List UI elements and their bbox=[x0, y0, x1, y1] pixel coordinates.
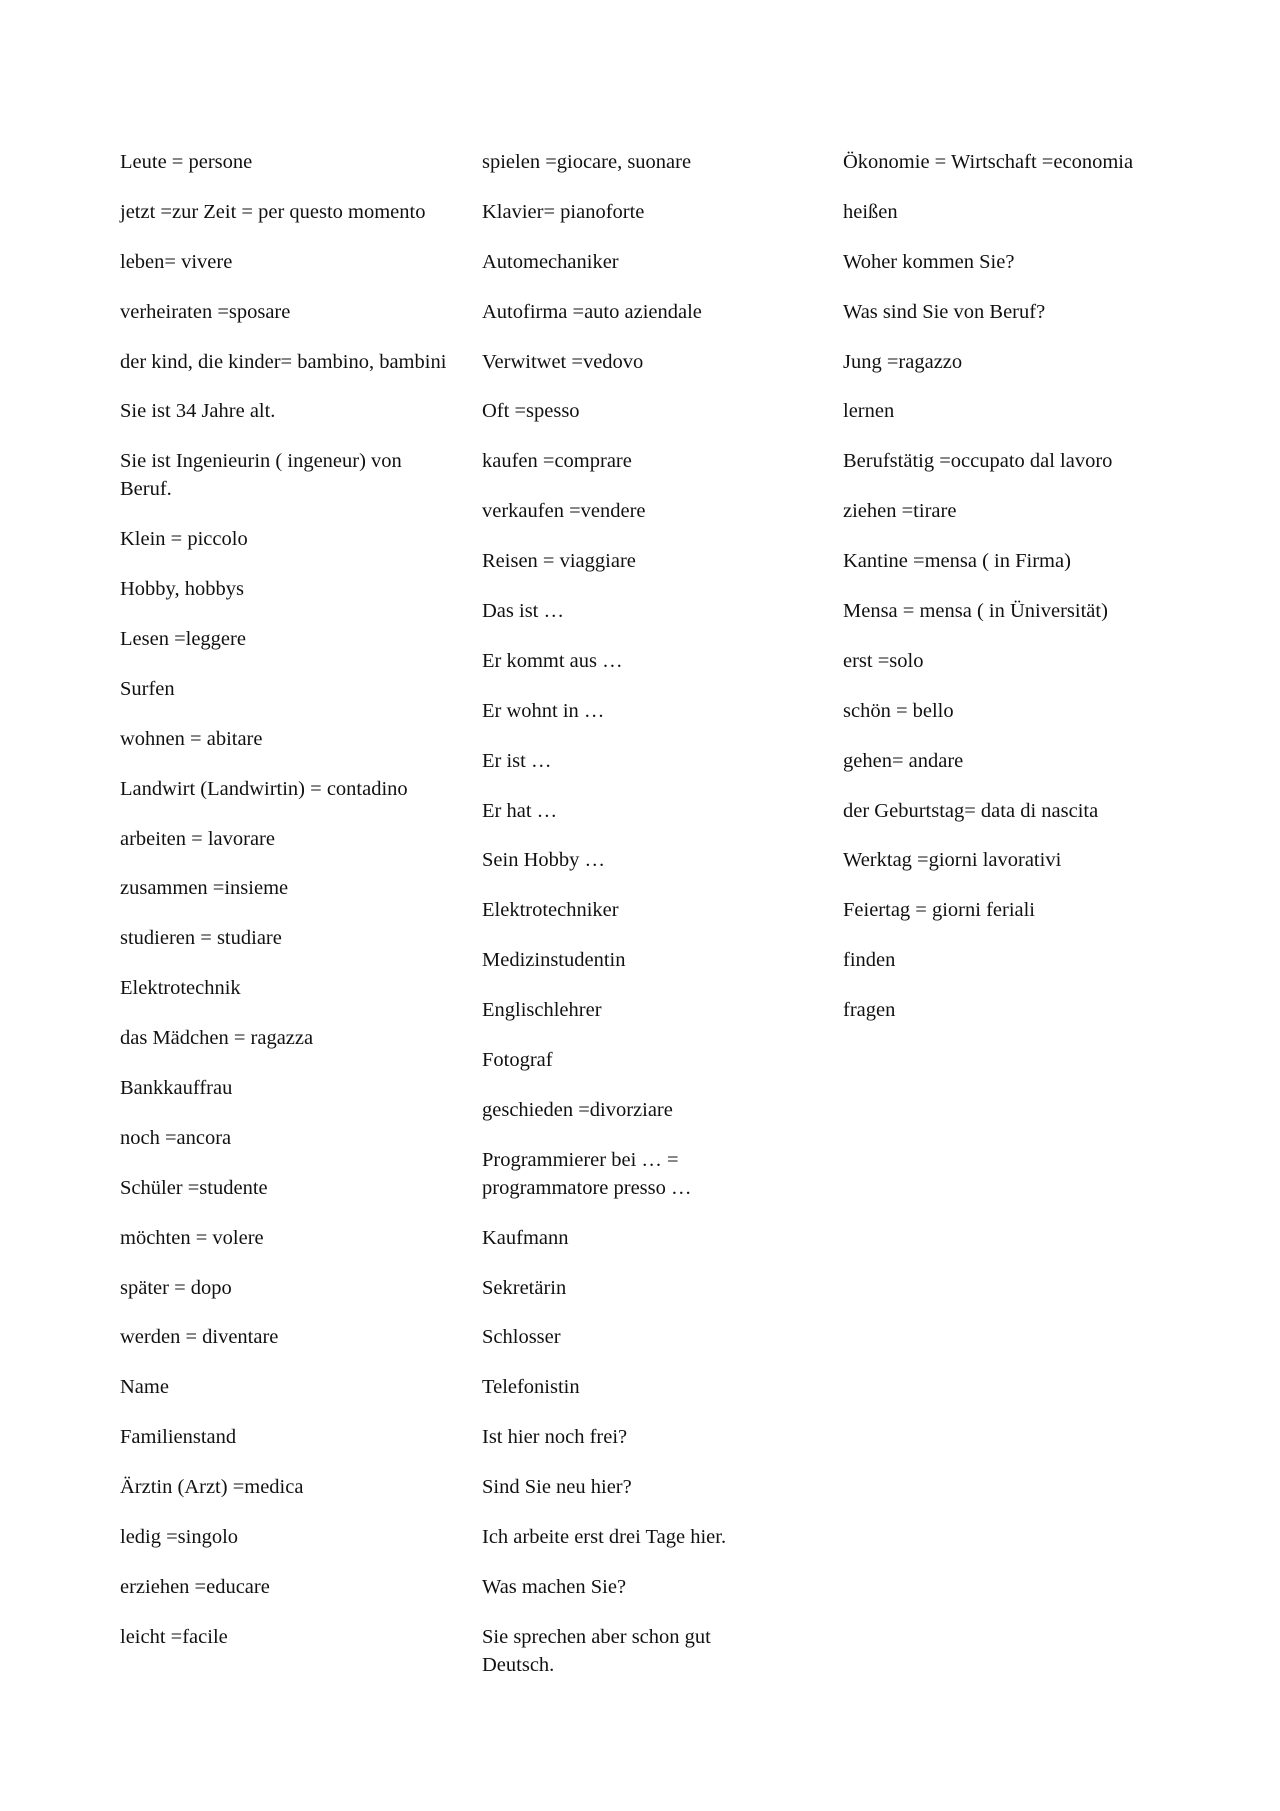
vocabulary-entry: erziehen =educare bbox=[120, 1575, 270, 1598]
vocabulary-entry: der kind, die kinder= bambino, bambini bbox=[120, 350, 447, 373]
vocabulary-entry: Woher kommen Sie? bbox=[843, 250, 1015, 273]
vocabulary-entry: Sie sprechen aber schon gut Deutsch. bbox=[482, 1625, 711, 1676]
vocabulary-entry: wohnen = abitare bbox=[120, 727, 263, 750]
vocabulary-entry: leben= vivere bbox=[120, 250, 233, 273]
vocabulary-entry: Was machen Sie? bbox=[482, 1575, 627, 1598]
vocabulary-entry: Ökonomie = Wirtschaft =economia bbox=[843, 151, 1134, 173]
vocabulary-entry: der Geburtstag= data di nascita bbox=[843, 799, 1099, 822]
vocabulary-entry: ziehen =tirare bbox=[843, 500, 957, 523]
vocabulary-entry: Surfen bbox=[120, 677, 175, 700]
vocabulary-entry: noch =ancora bbox=[120, 1126, 232, 1149]
vocabulary-entry: Feiertag = giorni feriali bbox=[843, 899, 1036, 922]
vocabulary-entry: erst =solo bbox=[843, 649, 924, 672]
vocabulary-entry: Berufstätig =occupato dal lavoro bbox=[843, 450, 1113, 473]
vocabulary-entry: geschieden =divorziare bbox=[482, 1098, 673, 1121]
vocabulary-entry: Was sind Sie von Beruf? bbox=[843, 300, 1046, 323]
vocabulary-entry: Fotograf bbox=[482, 1049, 553, 1072]
vocabulary-entry: Hobby, hobbys bbox=[120, 578, 244, 601]
vocabulary-entry: schön = bello bbox=[843, 699, 954, 722]
vocabulary-entry: möchten = volere bbox=[120, 1226, 264, 1249]
vocabulary-entry: Elektrotechnik bbox=[120, 977, 241, 1000]
vocabulary-entry: verkaufen =vendere bbox=[482, 500, 646, 523]
vocabulary-entry: Verwitwet =vedovo bbox=[482, 350, 644, 373]
vocabulary-entry: Das ist … bbox=[482, 600, 564, 623]
vocabulary-entry: Oft =spesso bbox=[482, 400, 580, 423]
vocabulary-entry: Ich arbeite erst drei Tage hier. bbox=[482, 1526, 727, 1549]
vocabulary-entry: später = dopo bbox=[120, 1276, 232, 1299]
vocabulary-entry: verheiraten =sposare bbox=[120, 300, 291, 323]
vocabulary-column-3 bbox=[843, 148, 1203, 1046]
vocabulary-entry: Kaufmann bbox=[482, 1226, 569, 1249]
vocabulary-entry: Er ist … bbox=[482, 749, 552, 772]
vocabulary-entry: Bankkauffrau bbox=[120, 1077, 233, 1100]
vocabulary-entry: Kantine =mensa ( in Firma) bbox=[843, 550, 1071, 573]
vocabulary-column-2 bbox=[482, 148, 782, 1701]
vocabulary-entry: Sind Sie neu hier? bbox=[482, 1476, 632, 1499]
vocabulary-entry: Elektrotechniker bbox=[482, 899, 619, 922]
vocabulary-entry: Schüler =studente bbox=[120, 1176, 268, 1199]
vocabulary-entry: das Mädchen = ragazza bbox=[120, 1027, 314, 1050]
vocabulary-entry: Medizinstudentin bbox=[482, 949, 626, 972]
vocabulary-entry: Ärztin (Arzt) =medica bbox=[120, 1476, 304, 1499]
vocabulary-entry: Autofirma =auto aziendale bbox=[482, 300, 702, 323]
vocabulary-entry: Automechaniker bbox=[482, 250, 619, 273]
vocabulary-entry: Name bbox=[120, 1376, 169, 1399]
vocabulary-entry: Ist hier noch frei? bbox=[482, 1426, 628, 1449]
vocabulary-entry: heißen bbox=[843, 200, 898, 223]
vocabulary-entry: kaufen =comprare bbox=[482, 450, 632, 473]
vocabulary-column-1 bbox=[120, 148, 450, 1673]
vocabulary-entry: Sein Hobby … bbox=[482, 849, 605, 872]
vocabulary-entry: Mensa = mensa ( in Üniversität) bbox=[843, 600, 1108, 623]
vocabulary-entry: studieren = studiare bbox=[120, 927, 282, 950]
vocabulary-entry: Reisen = viaggiare bbox=[482, 550, 636, 573]
vocabulary-entry: Englischlehrer bbox=[482, 999, 602, 1022]
vocabulary-entry: gehen= andare bbox=[843, 749, 964, 772]
vocabulary-entry: Er hat … bbox=[482, 799, 558, 822]
vocabulary-entry: finden bbox=[843, 949, 896, 972]
vocabulary-entry: fragen bbox=[843, 999, 896, 1022]
vocabulary-entry: Er kommt aus … bbox=[482, 649, 623, 672]
vocabulary-entry: Klein = piccolo bbox=[120, 528, 248, 551]
vocabulary-entry: zusammen =insieme bbox=[120, 877, 289, 900]
vocabulary-entry: Schlosser bbox=[482, 1326, 561, 1349]
vocabulary-entry: Landwirt (Landwirtin) = contadino bbox=[120, 777, 408, 800]
vocabulary-entry: arbeiten = lavorare bbox=[120, 827, 275, 850]
vocabulary-entry: leicht =facile bbox=[120, 1625, 228, 1648]
vocabulary-entry: ledig =singolo bbox=[120, 1526, 239, 1549]
vocabulary-entry: Jung =ragazzo bbox=[843, 350, 963, 373]
vocabulary-entry: Er wohnt in … bbox=[482, 699, 605, 722]
vocabulary-entry: Telefonistin bbox=[482, 1376, 580, 1399]
vocabulary-entry: Klavier= pianoforte bbox=[482, 200, 645, 223]
vocabulary-entry: Leute = persone bbox=[120, 151, 253, 173]
vocabulary-entry: Werktag =giorni lavorativi bbox=[843, 849, 1062, 872]
vocabulary-entry: werden = diventare bbox=[120, 1326, 279, 1349]
vocabulary-entry: Programmierer bei … = programmatore presso … bbox=[482, 1148, 692, 1199]
vocabulary-entry: lernen bbox=[843, 400, 895, 423]
vocabulary-entry: Lesen =leggere bbox=[120, 628, 246, 651]
vocabulary-entry: Sie ist 34 Jahre alt. bbox=[120, 400, 276, 423]
vocabulary-entry: spielen =giocare, suonare bbox=[482, 151, 692, 173]
vocabulary-entry: Familienstand bbox=[120, 1426, 237, 1449]
vocabulary-entry: Sie ist Ingenieurin ( ingeneur) von Beruf. bbox=[120, 450, 402, 501]
vocabulary-entry: jetzt =zur Zeit = per questo momento bbox=[120, 200, 426, 223]
vocabulary-entry: Sekretärin bbox=[482, 1276, 567, 1299]
